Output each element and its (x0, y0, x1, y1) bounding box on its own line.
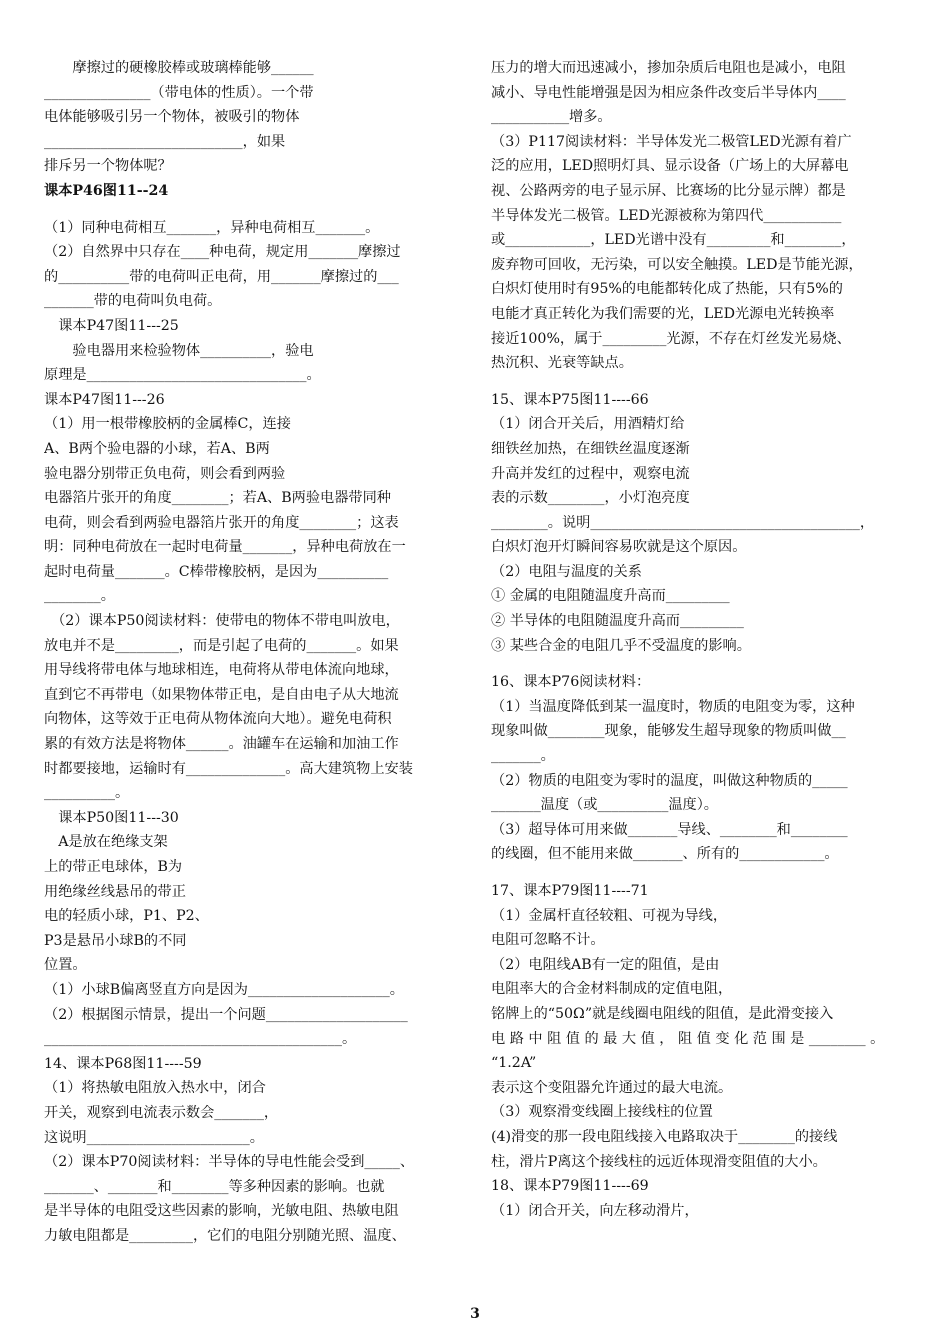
text-line: A是放在绝缘支架 (44, 834, 168, 851)
text-line: 电体能够吸引另一个物体，被吸引的物体 (44, 109, 300, 126)
paragraph-gap (44, 204, 462, 216)
text-line: 柱，滑片P离这个接线柱的远近体现滑变阻值的大小。 (491, 1153, 827, 1170)
text-line: 升高并发红的过程中，观察电流 (491, 465, 690, 482)
text-line: 的线圈，但不能用来做_______、所有的____________。 (491, 846, 839, 863)
text-line: 表的示数________，小灯泡亮度 (491, 490, 690, 507)
text-line: （2）课本P50阅读材料：使带电的物体不带电叫放电， (44, 613, 400, 630)
text-line: 开关，观察到电流表示数会_______， (44, 1104, 279, 1121)
text-line: 用导线将带电体与地球相连，电荷将从带电体流向地球， (44, 662, 399, 679)
text-line: （2）电阻与温度的关系 (491, 563, 642, 580)
text-line: 电 路 中 阻 值 的 最 大 值 ， 阻 值 变 化 范 围 是 ________ 。 (491, 1030, 885, 1047)
text-line: 电能才真正转化为我们需要的光，LED光源电光转换率 (491, 305, 835, 322)
text-line: 白炽灯泡开灯瞬间容易吹就是这个原因。 (491, 539, 747, 556)
text-line: 原理是_______________________________。 (44, 367, 321, 384)
text-line: 起时电荷量_______。C棒带橡胶柄，是因为__________ (44, 563, 389, 580)
text-line: 17、课本P79图11----71 (491, 883, 649, 899)
text-line: 课本P47图11---25 (44, 317, 179, 334)
text-line: （1）小球B偏离竖直方向是因为____________________。 (44, 981, 404, 998)
left-column (44, 56, 462, 1249)
text-line: （2）电阻线AB有一定的阻值，是由 (491, 956, 720, 973)
text-line: 课本P50图11---30 (44, 809, 179, 826)
text-line: ________。 (44, 588, 115, 605)
text-line: 半导体发光二极管。LED光源被称为第四代___________ (491, 207, 842, 224)
paragraph-gap (491, 658, 909, 670)
text-line: （2）自然界中只存在____种电荷，规定用_______摩擦过 (44, 244, 401, 261)
text-line: 减小、导电性能增强是因为相应条件改变后半导体内____ (491, 84, 846, 101)
text-line: （2）课本P70阅读材料：半导体的导电性能会受到_____、 (44, 1154, 415, 1171)
text-line: 电阻可忽略不计。 (491, 932, 605, 949)
text-line: 白炽灯使用时有95%的电能都转化成了热能，只有5%的 (491, 281, 843, 298)
text-line: 15、课本P75图11----66 (491, 391, 649, 408)
paragraph-gap (491, 376, 909, 388)
text-line: 摩擦过的硬橡胶棒或玻璃棒能够______ (44, 60, 314, 76)
text-line: 的__________带的电荷叫正电荷，用_______摩擦过的___ (44, 268, 399, 285)
text-line: 向物体，这等效于正电荷从物体流向大地）。避免电荷积 (44, 711, 392, 728)
page-number: 3 (470, 1306, 480, 1322)
text-line: 14、课本P68图11----59 (44, 1055, 202, 1072)
text-line: （1）闭合开关后，用酒精灯给 (491, 416, 685, 433)
text-line: _______温度（或__________温度）。 (491, 797, 718, 814)
text-line: 压力的增大而迅速减小，掺加杂质后电阻也是减小，电阻 (491, 60, 846, 76)
text-line: 电器箔片张开的角度________；若A、B两验电器带同种 (44, 490, 391, 507)
text-line: _______、_______和________等多种因素的影响。也就 (44, 1178, 385, 1195)
right-column (491, 56, 909, 1223)
text-line: 验电器分别带正负电荷，则会看到两验 (44, 465, 286, 482)
text-line: （1）用一根带橡胶柄的金属棒C，连接 (44, 416, 291, 433)
text-line: ① 金属的电阻随温度升高而_________ (491, 588, 730, 605)
text-line: 废弃物可回收，无污染，可以安全触摸。LED是节能光源， (491, 256, 863, 273)
text-line: 泛的应用，LED照明灯具、显示设备（广场上的大屏幕电 (491, 158, 849, 175)
text-line: （1）同种电荷相互_______，异种电荷相互_______。 (44, 219, 380, 236)
text-line: A、B两个验电器的小球，若A、B两 (44, 440, 270, 457)
text-line: （1）当温度降低到某一温度时，物质的电阻变为零，这种 (491, 698, 855, 715)
text-line: __________________________________________。 (44, 1031, 357, 1048)
text-line: （1）将热敏电阻放入热水中，闭合 (44, 1080, 266, 1097)
text-line: 明：同种电荷放在一起时电荷量_______，异种电荷放在一 (44, 539, 406, 556)
text-line: ____________________________，如果 (44, 133, 286, 150)
text-line: 用绝缘丝线悬吊的带正 (44, 883, 186, 900)
text-line: （3）观察滑变线圈上接线柱的位置 (491, 1104, 713, 1121)
text-line: 电阻率大的合金材料制成的定值电阻， (491, 981, 733, 998)
text-line: 放电并不是_________，而是引起了电荷的_______。如果 (44, 637, 399, 654)
text-line: (4)滑变的那一段电阻线接入电路取决于________的接线 (491, 1128, 838, 1145)
text-line: 累的有效方法是将物体______。油罐车在运输和加油工作 (44, 736, 399, 753)
text-line: 排斥另一个物体呢？ (44, 158, 172, 175)
text-line: 验电器用来检验物体__________，验电 (44, 342, 314, 359)
text-line: 课本P47图11---26 (44, 391, 165, 408)
text-line: 视、公路两旁的电子显示屏、比赛场的比分显示牌）都是 (491, 182, 846, 199)
text-line: 电荷，则会看到两验电器箔片张开的角度________；这表 (44, 514, 399, 531)
text-line: _______。 (491, 748, 555, 765)
text-line: 上的带正电球体，B为 (44, 859, 183, 875)
text-line: 直到它不再带电（如果物体带正电，是自由电子从大地流 (44, 686, 399, 703)
text-line: 细铁丝加热，在细铁丝温度逐渐 (491, 440, 690, 457)
text-line: 现象叫做________现象，能够发生超导现象的物质叫做__ (491, 723, 846, 740)
text-line: ________。说明______________________________________， (491, 514, 875, 531)
text-line: “1.2A” (491, 1055, 537, 1072)
text-line: 这说明_______________________。 (44, 1129, 264, 1146)
text-line: __________。 (44, 785, 130, 802)
text-line: 18、课本P79图11----69 (491, 1178, 649, 1195)
section-heading: 课本P46图11--24 (44, 182, 169, 199)
text-line: 位置。 (44, 957, 87, 974)
text-line: ② 半导体的电阻随温度升高而_________ (491, 613, 744, 630)
text-line: 热沉积、光衰等缺点。 (491, 355, 633, 372)
text-line: 接近100%，属于_________光源，不存在灯丝发光易烧、 (491, 330, 851, 347)
text-line: （3）超导体可用来做_______导线、________和________ (491, 821, 848, 838)
text-line: （1）金属杆直径较粗、可视为导线， (491, 907, 728, 924)
text-line: _______带的电荷叫负电荷。 (44, 293, 222, 310)
text-line: 电的轻质小球，P1、P2、 (44, 908, 209, 925)
text-line: 或____________，LED光谱中没有_________和________， (491, 232, 856, 249)
text-line: 时都要接地，运输时有______________。高大建筑物上安装 (44, 760, 413, 777)
paragraph-gap (491, 867, 909, 879)
text-line: 是半导体的电阻受这些因素的影响，光敏电阻、热敏电阻 (44, 1203, 399, 1220)
text-line: 铭牌上的“50Ω”就是线圈电阻线的阻值，是此滑变接入 (491, 1005, 834, 1022)
text-line: 力敏电阻都是_________，它们的电阻分别随光照、温度、 (44, 1227, 406, 1244)
text-line: （2）根据图示情景，提出一个问题____________________ (44, 1006, 408, 1023)
text-line: 16、课本P76阅读材料： (491, 674, 651, 691)
text-line: （2）物质的电阻变为零时的温度，叫做这种物质的_____ (491, 772, 848, 789)
text-line: P3是悬吊小球B的不同 (44, 932, 187, 949)
text-line: （1）闭合开关，向左移动滑片， (491, 1202, 699, 1219)
text-line: _______________（带电体的性质）。一个带 (44, 84, 314, 101)
text-line: ___________增多。 (491, 109, 612, 126)
text-line: （3）P117阅读材料：半导体发光二极管LED光源有着广 (491, 133, 852, 150)
text-line: 表示这个变阻器允许通过的最大电流。 (491, 1079, 733, 1096)
text-line: ③ 某些合金的电阻几乎不受温度的影响。 (491, 637, 751, 654)
